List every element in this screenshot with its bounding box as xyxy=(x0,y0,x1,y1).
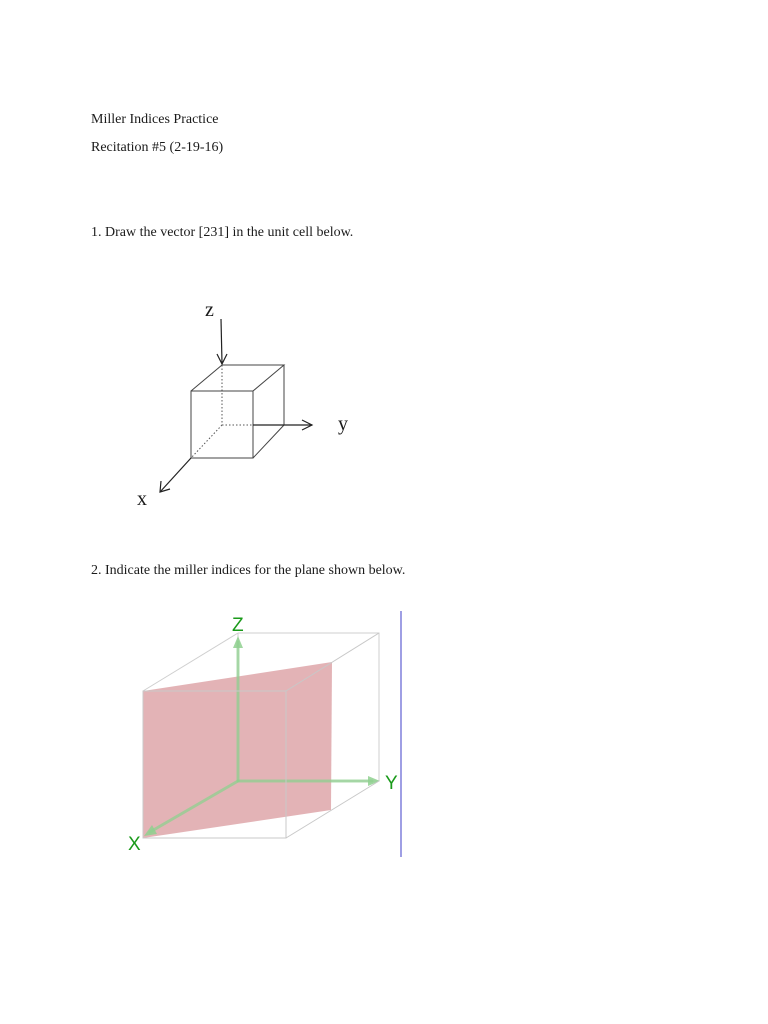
x-axis-label: x xyxy=(137,488,147,510)
unit-cell-edges xyxy=(191,365,284,458)
x-axis-arrow xyxy=(160,458,191,492)
y-axis-label: Y xyxy=(385,773,398,794)
question-2-text: 2. Indicate the miller indices for the plane shown below. xyxy=(91,563,406,578)
plane-figure xyxy=(0,600,768,870)
z-axis-arrow xyxy=(217,319,227,364)
z-axis-label: Z xyxy=(232,615,244,636)
y-axis-label: y xyxy=(338,413,348,435)
document-title: Miller Indices Practice xyxy=(91,112,219,127)
document-subtitle: Recitation #5 (2-19-16) xyxy=(91,140,224,155)
x-axis-label: X xyxy=(128,834,141,855)
z-axis-label: z xyxy=(205,299,214,321)
y-axis-arrow xyxy=(253,420,312,430)
unit-cell-figure xyxy=(0,290,768,520)
question-1-text: 1. Draw the vector [231] in the unit cell below. xyxy=(91,225,354,240)
